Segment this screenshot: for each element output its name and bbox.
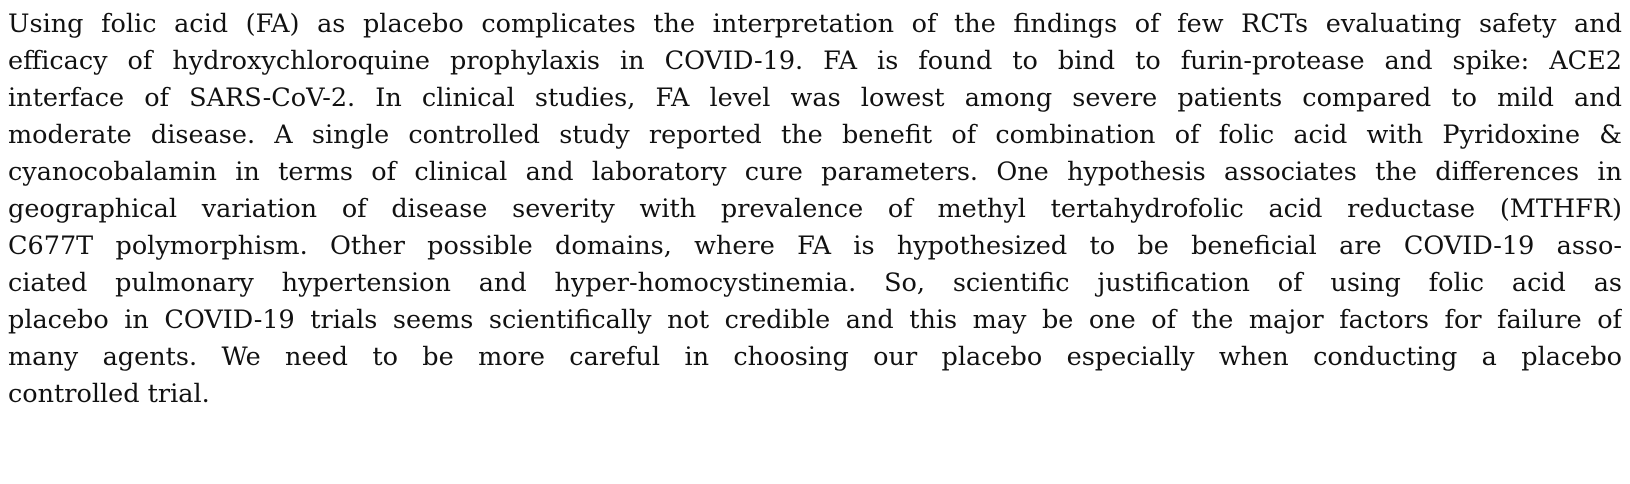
abstract-line-9: placebo in COVID-19 trials seems scientifically not credible and this may be one of the major factors for failure of (8, 305, 1622, 335)
abstract-line-11: controlled trial. (8, 379, 210, 409)
abstract-line-8: ciated pulmonary hypertension and hyper-homocystinemia. So, scientific justification of using folic acid as (8, 268, 1622, 298)
abstract-line-3: interface of SARS-CoV-2. In clinical studies, FA level was lowest among severe patients compared to mild and (8, 83, 1622, 113)
abstract-line-5: cyanocobalamin in terms of clinical and laboratory cure parameters. One hypothesis associates the differences in (8, 157, 1622, 187)
abstract-line-1: Using folic acid (FA) as placebo complicates the interpretation of the findings of few RCTs evaluating safety and (8, 9, 1622, 39)
abstract-paragraph (8, 6, 1622, 413)
abstract-line-4: moderate disease. A single controlled study reported the benefit of combination of folic acid with Pyridoxine & (8, 120, 1622, 150)
abstract-line-2: efficacy of hydroxychloroquine prophylaxis in COVID-19. FA is found to bind to furin-protease and spike: ACE2 (8, 46, 1622, 76)
abstract-line-7: C677T polymorphism. Other possible domains, where FA is hypothesized to be beneficial are COVID-19 asso- (8, 231, 1622, 261)
abstract-line-6: geographical variation of disease severity with prevalence of methyl tertahydrofolic acid reductase (MTHFR) (8, 194, 1622, 224)
abstract-line-10: many agents. We need to be more careful in choosing our placebo especially when conducting a placebo (8, 342, 1622, 372)
